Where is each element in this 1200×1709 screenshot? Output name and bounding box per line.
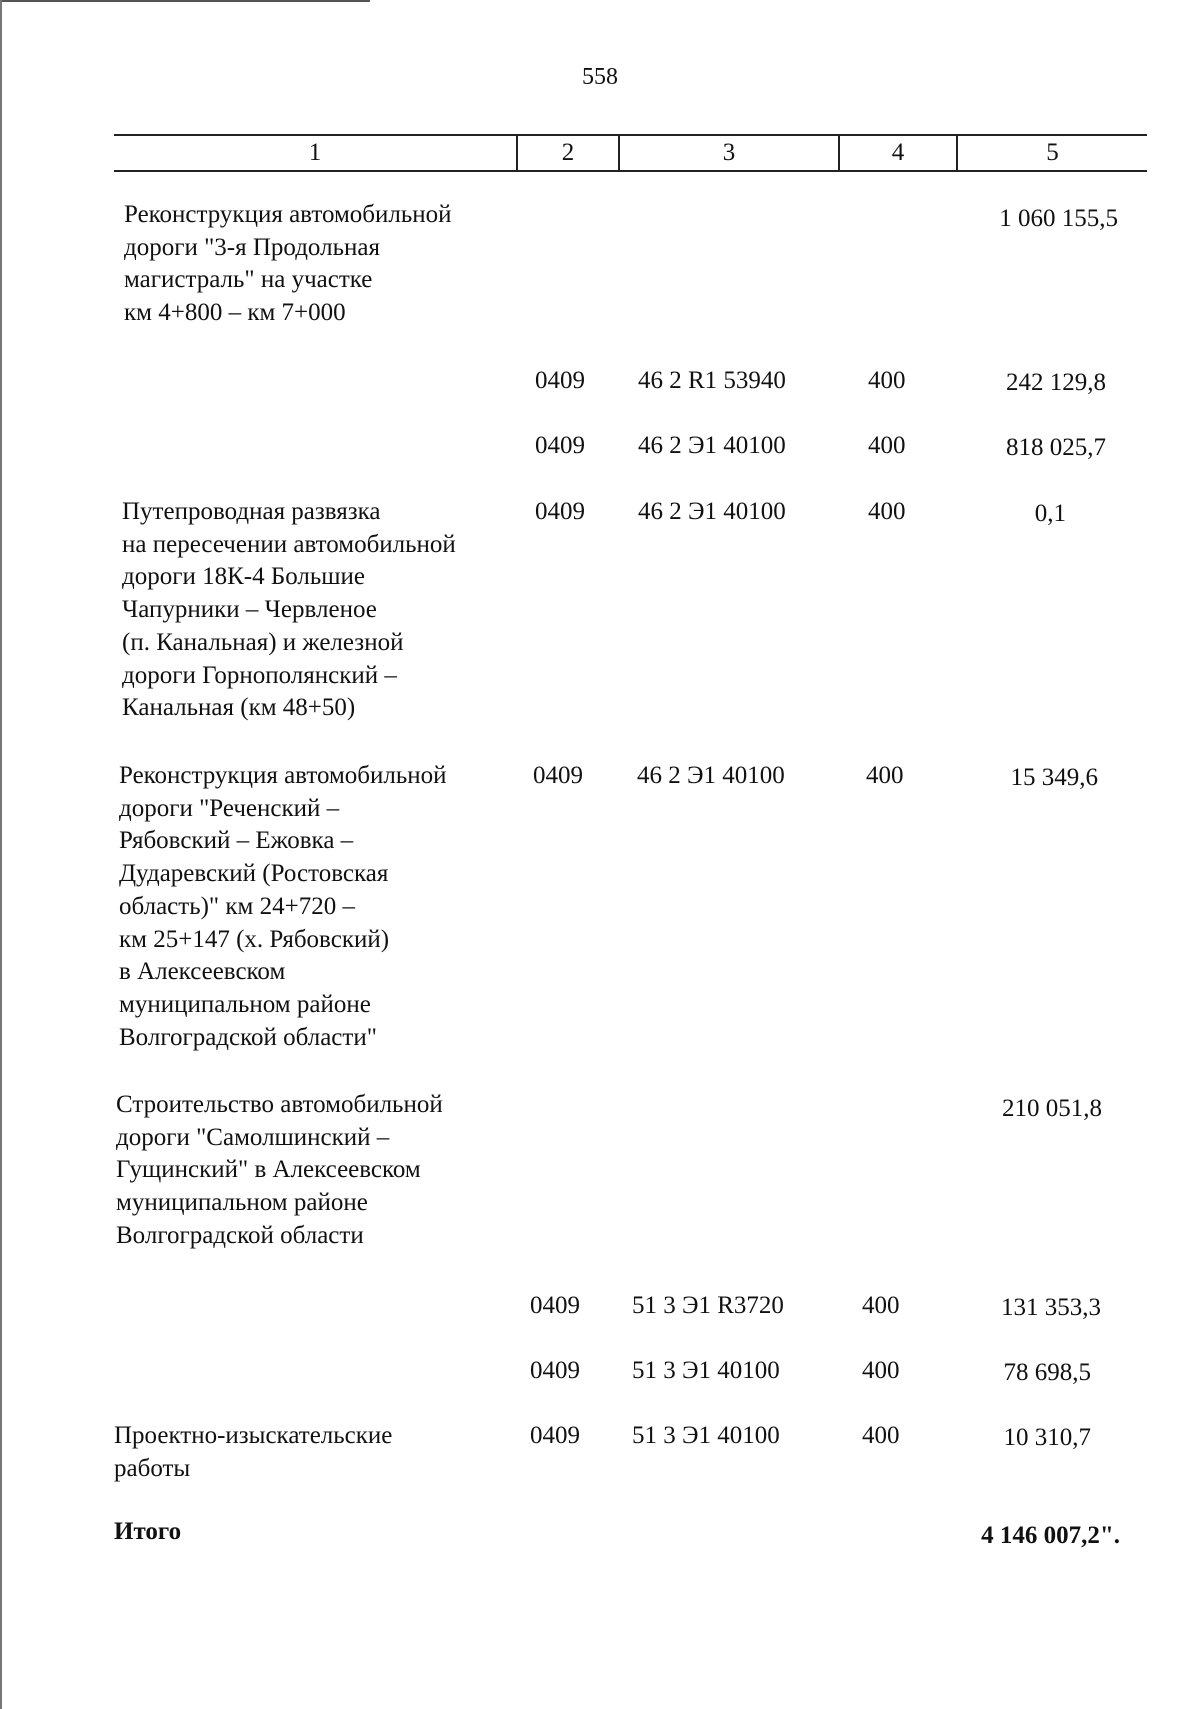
header-col-1: 1 xyxy=(308,139,322,166)
table-row-name: Проектно-изыскательские работы xyxy=(114,1422,393,1482)
table-row-target-article: 46 2 Э1 40100 xyxy=(638,498,786,525)
table-row-section-code: 0409 xyxy=(535,367,585,394)
table-row-amount: 210 051,8 xyxy=(1002,1095,1102,1122)
table-row-section-code: 0409 xyxy=(535,432,585,459)
header-col-3: 3 xyxy=(722,139,736,166)
table-row-section-code: 0409 xyxy=(530,1292,580,1319)
table-row-amount: 0,1 xyxy=(1034,500,1066,527)
table-row-amount: 131 353,3 xyxy=(1001,1294,1101,1321)
table-row-section-code: 0409 xyxy=(530,1422,580,1449)
scan-edge-line-left xyxy=(0,0,2,1709)
header-col-4: 4 xyxy=(891,139,905,166)
table-row-section-code: 0409 xyxy=(530,1357,580,1384)
table-row-amount: 242 129,8 xyxy=(1006,369,1106,396)
table-row-amount: 15 349,6 xyxy=(1010,764,1098,791)
table-header xyxy=(114,134,1147,172)
table-row-expense-type: 400 xyxy=(868,432,906,459)
table-row-name: Реконструкция автомобильной дороги "3-я Продольная магистраль" на участке км 4+800 – км 7+000 xyxy=(124,201,452,327)
total-label: Итого xyxy=(114,1518,182,1545)
table-row-target-article: 46 2 Э1 40100 xyxy=(637,762,785,789)
table-row-target-article: 46 2 Э1 40100 xyxy=(638,432,786,459)
table-row-target-article: 51 3 Э1 R3720 xyxy=(632,1292,784,1319)
page-number: 558 xyxy=(582,64,618,90)
table-row-amount: 78 698,5 xyxy=(1003,1359,1091,1386)
table-row-name: Строительство автомобильной дороги "Самолшинский – Гущинский" в Алексеевском муниципальном районе Волгоградской области xyxy=(116,1091,443,1249)
table-row-target-article: 51 3 Э1 40100 xyxy=(632,1357,780,1384)
total-amount: 4 146 007,2". xyxy=(981,1522,1120,1549)
table-row-name: Путепроводная развязка на пересечении автомобильной дороги 18К-4 Большие Чапурники – Червленое (п. Канальная) и железной дороги Горнополянский – Канальная (км 48+50) xyxy=(122,498,456,722)
table-row-expense-type: 400 xyxy=(868,498,906,525)
header-col-5: 5 xyxy=(1046,139,1059,166)
scan-edge-line-top xyxy=(0,0,370,2)
table-row-expense-type: 400 xyxy=(868,367,906,394)
table-row-target-article: 46 2 R1 53940 xyxy=(638,367,786,394)
table-row-expense-type: 400 xyxy=(866,762,904,789)
table-row-amount: 10 310,7 xyxy=(1003,1424,1091,1451)
table-row-expense-type: 400 xyxy=(862,1292,900,1319)
table-row-name: Реконструкция автомобильной дороги "Реченский – Рябовский – Ежовка – Дударевский (Ростовская область)" км 24+720 – км 25+147 (х. Рябовский) в Алексеевском муниципальном районе Волгоградской области" xyxy=(119,762,447,1051)
header-col-2: 2 xyxy=(561,139,575,166)
table-row-expense-type: 400 xyxy=(862,1357,900,1384)
table-row-section-code: 0409 xyxy=(535,498,585,525)
table-row-amount: 818 025,7 xyxy=(1006,434,1106,461)
table-row-amount: 1 060 155,5 xyxy=(999,205,1118,232)
table-row-target-article: 51 3 Э1 40100 xyxy=(632,1422,780,1449)
table-row-section-code: 0409 xyxy=(533,762,583,789)
table-row-expense-type: 400 xyxy=(862,1422,900,1449)
